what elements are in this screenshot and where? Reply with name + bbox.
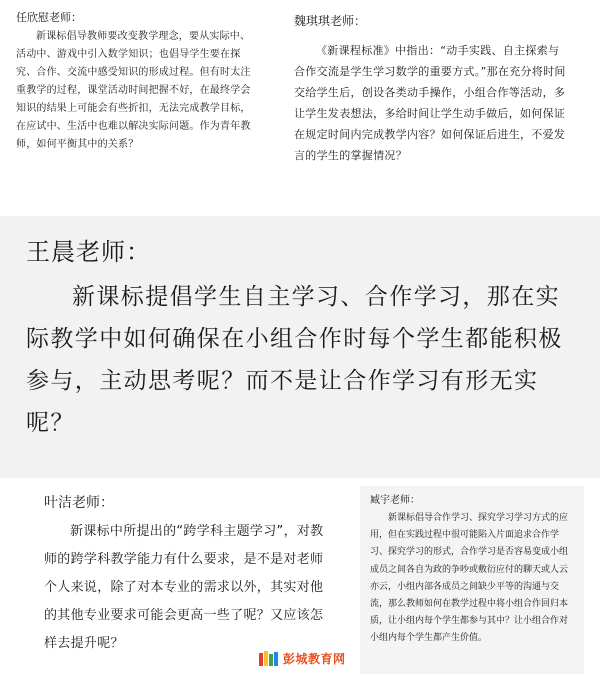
question-card-zang: [360, 486, 584, 674]
teacher-name: 任欣慰老师：: [16, 11, 82, 24]
question-text: 新课标提倡学生自主学习、合作学习，那在实际教学中如何确保在小组合作时每个学生都能积极参与，主动思考呢？而不是让合作学习有形无实呢？: [26, 284, 563, 436]
books-icon: [258, 649, 280, 667]
teacher-name: 魏琪琪老师：: [294, 14, 367, 28]
teacher-name: 叶洁老师：: [44, 495, 114, 511]
question-text: 新课标中所提出的“跨学科主题学习”，对教师的跨学科教学能力有什么要求，是不是对老师个人来说，除了对本专业的需求以外，其实对他的其他专业要求可能会更高一些了呢？又应该怎样去提升呢？: [44, 524, 324, 651]
teacher-name: 臧宇老师：: [370, 495, 420, 506]
question-card-wei: [290, 10, 570, 210]
question-text: 新课标倡导合作学习、探究学习学习方式的应用，但在实践过程中很可能陷入片面追求合作学习、探究学习的形式，合作学习是否容易变成小组成员之间各自为政的争吵或敷衍应付的聊天或人云亦云，小组内部各成员之间缺少平等的沟通与交流，那么教师如何在教学过程中将小组合作回归本质，让小组内每个学生都参与其中？让小组合作对小组内每个学生都产生价值。: [370, 513, 569, 644]
watermark-text: 彭城教育网: [283, 651, 346, 666]
question-text: 《新课程标准》中指出：“动手实践、自主探索与合作交流是学生学习数学的重要方式。”那在充分将时间交给学生后，创设各类动手操作，小组合作等活动，多让学生发表想法，多给时间让学生动手做后，如何保证在规定时间内完成教学内容？如何保证后进生，不爱发言的学生的掌握情况？: [294, 44, 566, 162]
teacher-name: 王晨老师：: [26, 238, 151, 266]
question-card-ye: [40, 490, 330, 670]
question-text: 新课标倡导教师要改变教学理念，要从实际中、活动中、游戏中引入数学知识；也倡导学生要在探究、合作、交流中感受知识的形成过程。但有时太注重教学的过程，课堂活动时间把握不好，在最终学会知识的结果上可能会有些折扣，无法完成教学目标，在应试中、生活中也难以解决实际问题。作为青年教师，如何平衡其中的关系？: [16, 31, 251, 150]
question-card-wang: [0, 216, 600, 478]
question-card-ren: [12, 8, 262, 208]
site-watermark: [258, 648, 346, 668]
